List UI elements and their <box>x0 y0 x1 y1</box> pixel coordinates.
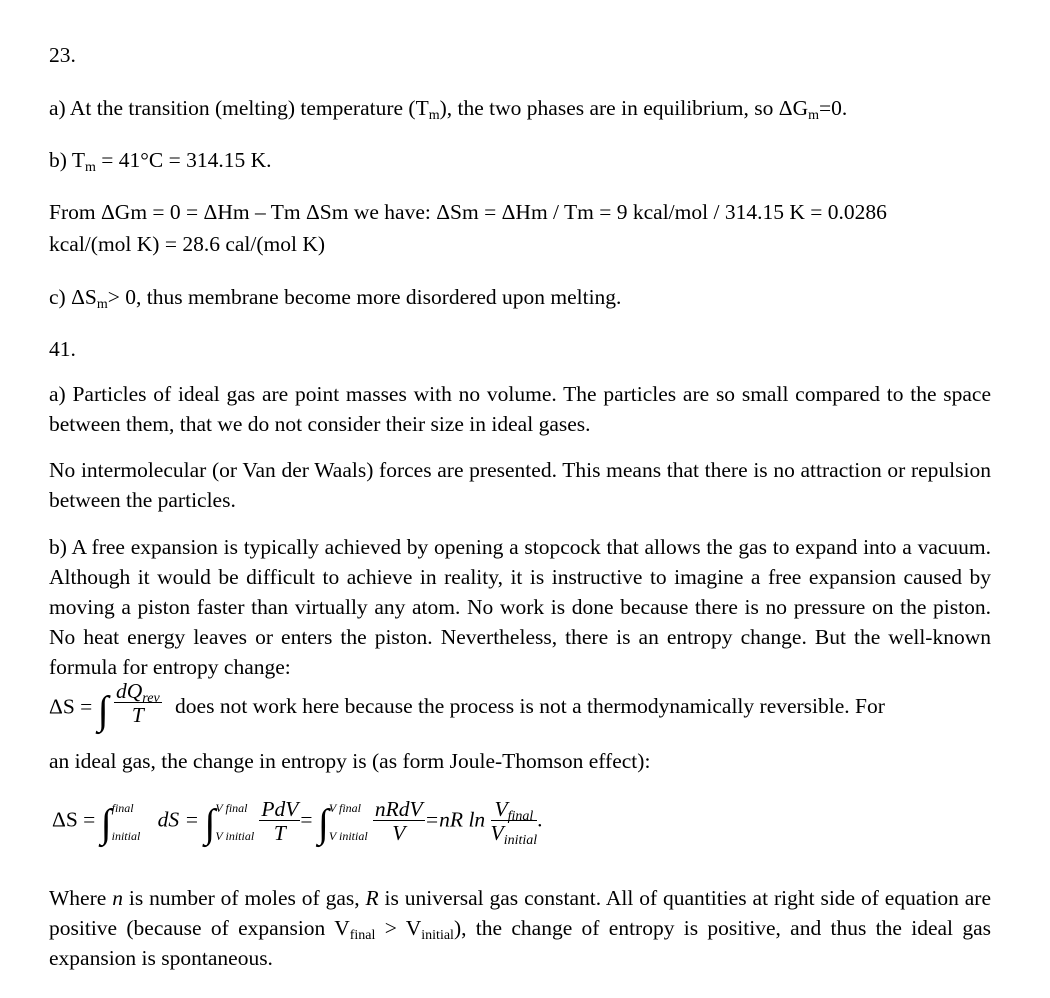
answer-23b-derivation-line2: kcal/(mol K) = 28.6 cal/(mol K) <box>49 232 326 256</box>
entropy-formula-ideal-gas: ΔS = ∫ final initial dS = ∫ V final V initial $\frac{\text{PdV}}{T}$ = ∫ V final V initial $\frac{\text{nRdV}}{V}$ =nR ln $\frac{V_{final}}{V_{initial}}$ . <box>52 797 543 848</box>
answer-23b-derivation-line1: From ΔGm = 0 = ΔHm – Tm ΔSm we have: ΔSm = ΔHm / Tm = 9 kcal/mol / 314.15 K = 0.0286 <box>49 200 887 224</box>
answer-41b-conclusion: Where n is number of moles of gas, R is universal gas constant. All of quantities at right side of equation are positive (because of expansion $V_{final} > V_{initial}$), the change of entropy is positive, and thus the ideal gas expansion is spontaneous. <box>49 886 991 970</box>
answer-23b: b) $T_m = 41^\circ C = 314.15$ K. <box>49 148 272 175</box>
question-41-number: 41. <box>49 337 76 361</box>
question-23-number: 23. <box>49 43 76 67</box>
answer-23a: a) At the transition (melting) temperature $(T_m)$, the two phases are in equilibrium, so $\Delta G_m=0$. <box>49 96 848 123</box>
answer-41b-ideal-gas: an ideal gas, the change in entropy is (as form Joule-Thomson effect): <box>49 749 651 773</box>
answer-41b: b) A free expansion is typically achieved by opening a stopcock that allows the gas to expand into a vacuum. Although it would be difficult to achieve in reality, it is instructive to imagine a free expansion caused by moving a piston faster than virtually any atom. No work is done because there is no pressure on the piston. No heat energy leaves or enters the piston. Nevertheless, there is an entropy change. But the well-known formula for entropy change: <box>49 535 991 679</box>
answer-41a: a) Particles of ideal gas are point masses with no volume. The particles are so small compared to the space between them, that we do not consider their size in ideal gases. <box>49 382 991 436</box>
answer-23c: c) $\Delta S_m> 0$, thus membrane become more disordered upon melting. <box>49 285 622 312</box>
answer-41a-forces: No intermolecular (or Van der Waals) forces are presented. This means that there is no attraction or repulsion between the particles. <box>49 458 991 512</box>
entropy-formula-reversible: ΔS = ∫ $\frac{dQ_{rev}}{T}$ does not work here because the process is not a thermodynamically reversible. For <box>49 679 885 733</box>
